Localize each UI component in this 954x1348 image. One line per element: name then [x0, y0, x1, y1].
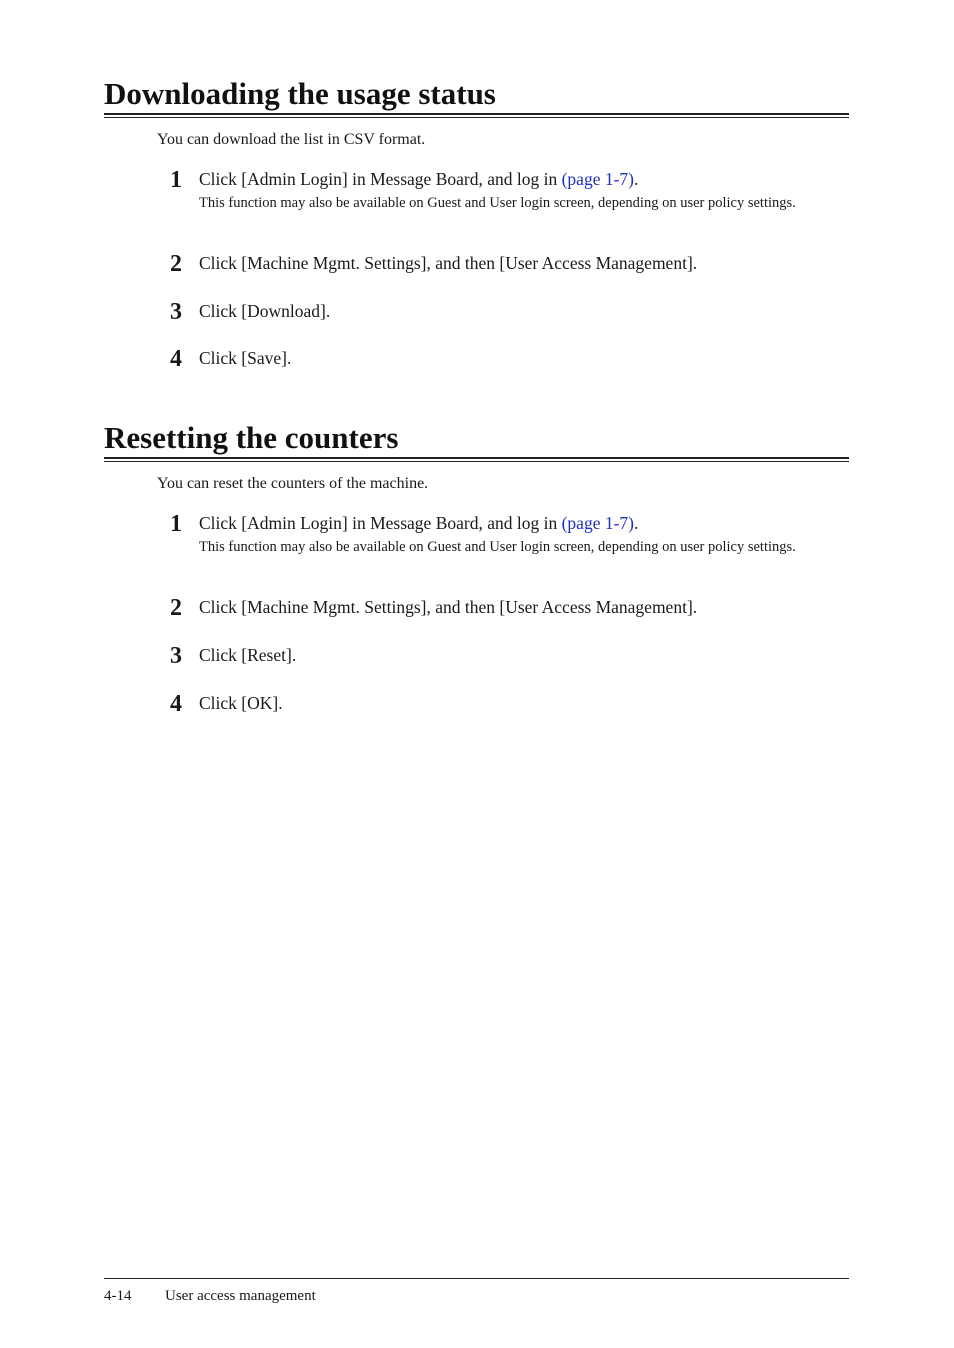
step-number: 4: [170, 346, 182, 372]
step-text: Click [Download].: [199, 301, 331, 321]
step-number: 1: [170, 167, 182, 193]
step-note: This function may also be available on Guest and User login screen, depending on user policy settings.: [199, 539, 796, 555]
step-text: Click [Save].: [199, 348, 292, 368]
footer-rule: [104, 1278, 849, 1279]
step-text: Click [Reset].: [199, 645, 297, 665]
step-text: Click [OK].: [199, 693, 283, 713]
step-text: Click [Admin Login] in Message Board, and log in (page 1-7).: [199, 513, 639, 533]
step-number: 3: [170, 643, 182, 669]
step-number: 2: [170, 595, 182, 621]
page-link[interactable]: (page 1-7): [561, 169, 634, 189]
section-intro: You can download the list in CSV format.: [157, 131, 426, 148]
step-text: Click [Machine Mgmt. Settings], and then [User Access Management].: [199, 253, 698, 273]
page-link[interactable]: (page 1-7): [561, 513, 634, 533]
page-number: 4-14: [104, 1288, 132, 1304]
step-number: 3: [170, 299, 182, 325]
section-rule: [104, 457, 849, 462]
step-text: Click [Admin Login] in Message Board, and log in (page 1-7).: [199, 169, 639, 189]
section-intro: You can reset the counters of the machine.: [157, 475, 429, 492]
step-note: This function may also be available on Guest and User login screen, depending on user policy settings.: [199, 195, 796, 211]
section-rule: [104, 113, 849, 118]
step-number: 4: [170, 691, 182, 717]
step-number: 2: [170, 251, 182, 277]
step-text: Click [Machine Mgmt. Settings], and then [User Access Management].: [199, 597, 698, 617]
section-title-reset: Resetting the counters: [104, 420, 399, 455]
chapter-title: User access management: [165, 1288, 316, 1304]
step-number: 1: [170, 511, 182, 537]
section-title-download: Downloading the usage status: [104, 76, 496, 111]
